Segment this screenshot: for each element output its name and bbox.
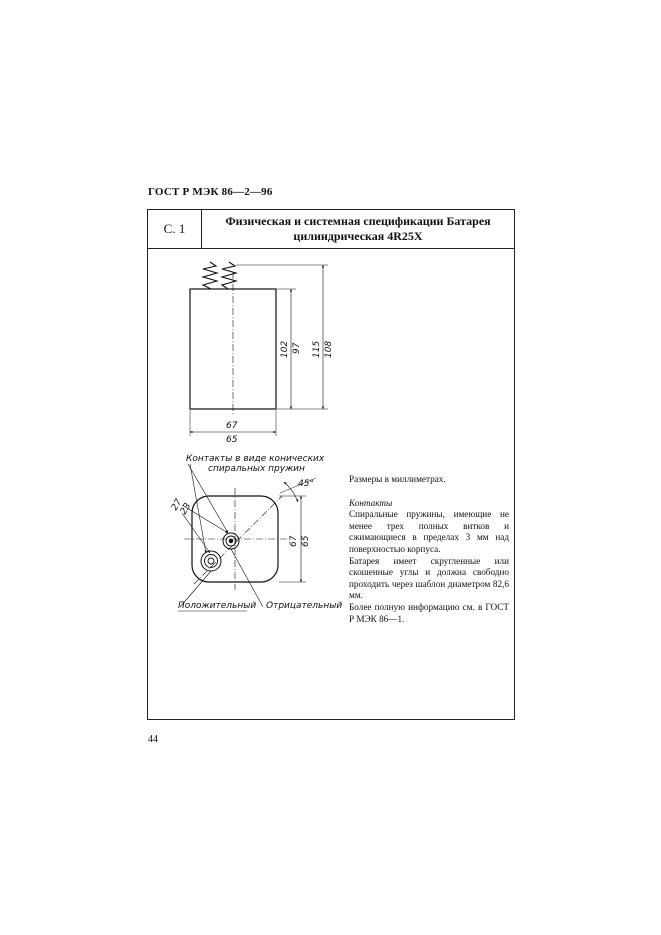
dim-67: 67	[226, 421, 238, 431]
dim-23: 23	[178, 501, 194, 517]
dim-27: 27	[169, 497, 185, 513]
spec-table	[147, 209, 515, 720]
positive-contact	[201, 551, 221, 571]
page-number: 44	[148, 734, 158, 745]
dim-65: 65	[226, 435, 238, 445]
units-note: Размеры в миллиметрах.	[349, 474, 446, 484]
negative-label: Отрицательный	[266, 601, 343, 611]
dim-top-67: 67	[289, 535, 299, 547]
notes-column	[349, 474, 509, 625]
dim-115: 115	[312, 340, 322, 358]
positive-label: Положительный	[178, 601, 257, 611]
spring-icon	[203, 262, 217, 289]
contacts-label-line1: Контакты в виде конических	[186, 454, 325, 464]
table-title: Физическая и системная спецификации Батарея цилиндрическая 4R25X	[225, 214, 491, 243]
dim-top-65: 65	[301, 535, 311, 547]
contacts-heading: Контакты	[349, 497, 393, 508]
document-code: ГОСТ Р МЭК 86—2—96	[148, 186, 273, 198]
top-view	[170, 454, 342, 611]
reference-paragraph: Более полную информацию см. в ГОСТ Р МЭК 86—1.	[349, 601, 509, 624]
battery-drawing	[148, 210, 514, 719]
dim-102: 102	[280, 340, 290, 358]
spring-icon	[222, 262, 236, 289]
dim-108: 108	[324, 340, 334, 358]
side-view	[190, 262, 334, 445]
contacts-paragraph: Спиральные пружины, имеющие не менее трех полных витков и сжимающиеся в пределах 3 мм над поверхностью корпуса.	[349, 509, 509, 554]
dim-97: 97	[292, 342, 302, 354]
table-code-cell: С. 1	[148, 210, 202, 248]
contacts-label-line2: спиральных пружин	[208, 464, 305, 474]
dim-45-deg: 45°	[298, 479, 314, 489]
corners-paragraph: Батарея имеет скругленные или скошенные углы и должна свободно проходить через шаблон диаметром 82,6 мм.	[349, 555, 509, 601]
